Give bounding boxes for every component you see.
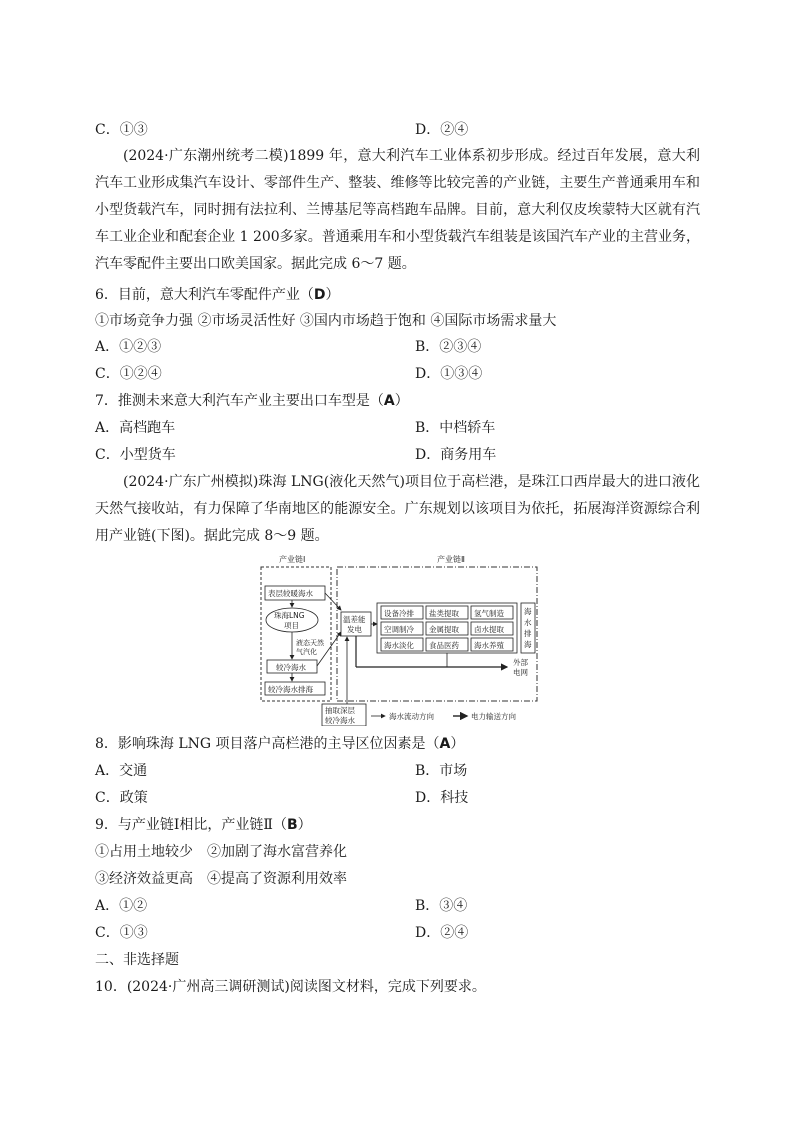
deep-water-label-2: 较冷海水 xyxy=(325,716,355,725)
q6-option-c: C．①②④ xyxy=(95,366,162,382)
q8-option-d: D．科技 xyxy=(415,790,469,806)
gasify-label-1: 液态天然 xyxy=(296,639,324,647)
discharge-char-3: 排 xyxy=(524,629,532,638)
grid-cell-label: 金属提取 xyxy=(429,625,459,634)
q5-option-c: C．①③ xyxy=(95,122,148,138)
q8-stem-close: ） xyxy=(450,736,465,752)
grid-cell-label: 卤水提取 xyxy=(474,625,504,634)
cold-discharge-label: 较冷海水排海 xyxy=(268,685,313,694)
q6-option-d: D．①③④ xyxy=(415,366,483,382)
q7-stem-text: 7．推测未来意大利汽车产业主要出口车型是（ xyxy=(95,393,384,409)
grid-cell-label: 食品医药 xyxy=(429,641,459,650)
q6-stem xyxy=(95,285,340,305)
q7-option-d: D．商务用车 xyxy=(415,447,497,463)
grid-cell-label: 空调制冷 xyxy=(384,625,414,634)
q8-stem xyxy=(95,734,464,754)
q8-option-b: B．市场 xyxy=(415,763,468,779)
grid-cell-label: 氢气制造 xyxy=(474,609,504,618)
q7-stem xyxy=(95,391,409,411)
section-heading-nonchoice: 二、非选择题 xyxy=(95,952,179,968)
deep-water-label-1: 抽取深层 xyxy=(325,706,355,715)
q8-option-c: C．政策 xyxy=(95,790,148,806)
industry-chain-diagram xyxy=(259,550,541,726)
q9-statement-2: ③经济效益更高 ④提高了资源利用效率 xyxy=(95,871,347,887)
lng-label-1: 珠海LNG xyxy=(274,611,305,620)
q7-option-a: A．高档跑车 xyxy=(95,420,176,436)
grid-cell-label: 设备冷排 xyxy=(384,609,414,618)
legend-power-label: 电力输送方向 xyxy=(471,712,516,721)
q6-statements: ①市场竞争力强 ②市场灵活性好 ③国内市场趋于饱和 ④国际市场需求量大 xyxy=(95,313,557,329)
external-grid-label-1: 外部 xyxy=(513,658,528,667)
q7-option-b: B．中档轿车 xyxy=(415,420,496,436)
power-label-1: 温差能 xyxy=(343,615,366,624)
grid-cell-label: 海水养殖 xyxy=(474,641,504,650)
chain2-label: 产业链Ⅱ xyxy=(437,555,465,564)
q6-option-b: B．②③④ xyxy=(415,339,482,355)
q7-answer: A xyxy=(383,393,395,409)
q8-stem-text: 8．影响珠海 LNG 项目落户高栏港的主导区位因素是（ xyxy=(95,736,440,752)
q9-stem-close: ） xyxy=(297,817,312,833)
discharge-char-2: 水 xyxy=(524,618,532,627)
q9-stem xyxy=(95,815,312,835)
q5-option-d: D．②④ xyxy=(415,122,469,138)
discharge-char-4: 海 xyxy=(524,640,532,649)
chain1-label: 产业链Ⅰ xyxy=(279,555,306,564)
q9-answer: B xyxy=(286,817,298,833)
q6-stem-text: 6．目前，意大利汽车零配件产业（ xyxy=(95,287,314,303)
q9-option-b: B．③④ xyxy=(415,898,468,914)
gasify-label-2: 气汽化 xyxy=(296,648,317,656)
q6-answer: D xyxy=(313,287,326,303)
legend-flow-label: 海水流动方向 xyxy=(389,712,434,721)
power-label-2: 发电 xyxy=(347,625,362,634)
q9-stem-text: 9．与产业链Ⅰ相比，产业链Ⅱ（ xyxy=(95,817,287,833)
grid-items xyxy=(381,606,513,651)
q10-stem: 10．(2024·广州高三调研测试)阅读图文材料，完成下列要求。 xyxy=(95,979,486,995)
intro-passage-q6-7: (2024·广东潮州统考二模)1899 年，意大利汽车工业体系初步形成。经过百年发展，意大利汽车工业形成集汽车设计、零部件生产、整装、维修等比较完善的产业链，主要生产普通乘用车和小型货载汽车，同时拥有法拉利、兰博基尼等高档跑车品牌。目前，意大利仅皮埃蒙特大区就有汽车工业企业和配套企业 1 200多家。普通乘用车和小型货载汽车组装是该国汽车产业的主营业务，汽车零配件主要出口欧美国家。据此完成 6～7 题。 xyxy=(95,148,700,272)
q6-option-a: A．①②③ xyxy=(95,339,162,355)
grid-cell-label: 盐类提取 xyxy=(429,609,459,618)
q7-option-c: C．小型货车 xyxy=(95,447,176,463)
q8-answer: A xyxy=(439,736,451,752)
discharge-char-1: 海 xyxy=(524,607,532,616)
intro-passage-q8-9: (2024·广东广州模拟)珠海 LNG(液化天然气)项目位于高栏港，是珠江口西岸最大的进口液化天然气接收站，有力保障了华南地区的能源安全。广东规划以该项目为依托，拓展海洋资源综合利用产业链(下图)。据此完成 8～9 题。 xyxy=(95,474,700,544)
q9-option-d: D．②④ xyxy=(415,925,469,941)
q8-option-a: A．交通 xyxy=(95,763,148,779)
q7-stem-close: ） xyxy=(394,393,409,409)
cold-water-label: 较冷海水 xyxy=(276,663,306,672)
grid-cell-label: 海水淡化 xyxy=(384,641,414,650)
q9-statement-1: ①占用土地较少 ②加剧了海水富营养化 xyxy=(95,844,347,860)
external-grid-label-2: 电网 xyxy=(513,668,528,677)
q6-stem-close: ） xyxy=(325,287,340,303)
lng-label-2: 项目 xyxy=(284,621,299,630)
q9-option-a: A．①② xyxy=(95,898,148,914)
q9-option-c: C．①③ xyxy=(95,925,148,941)
surface-water-label: 表层较暖海水 xyxy=(268,589,313,598)
